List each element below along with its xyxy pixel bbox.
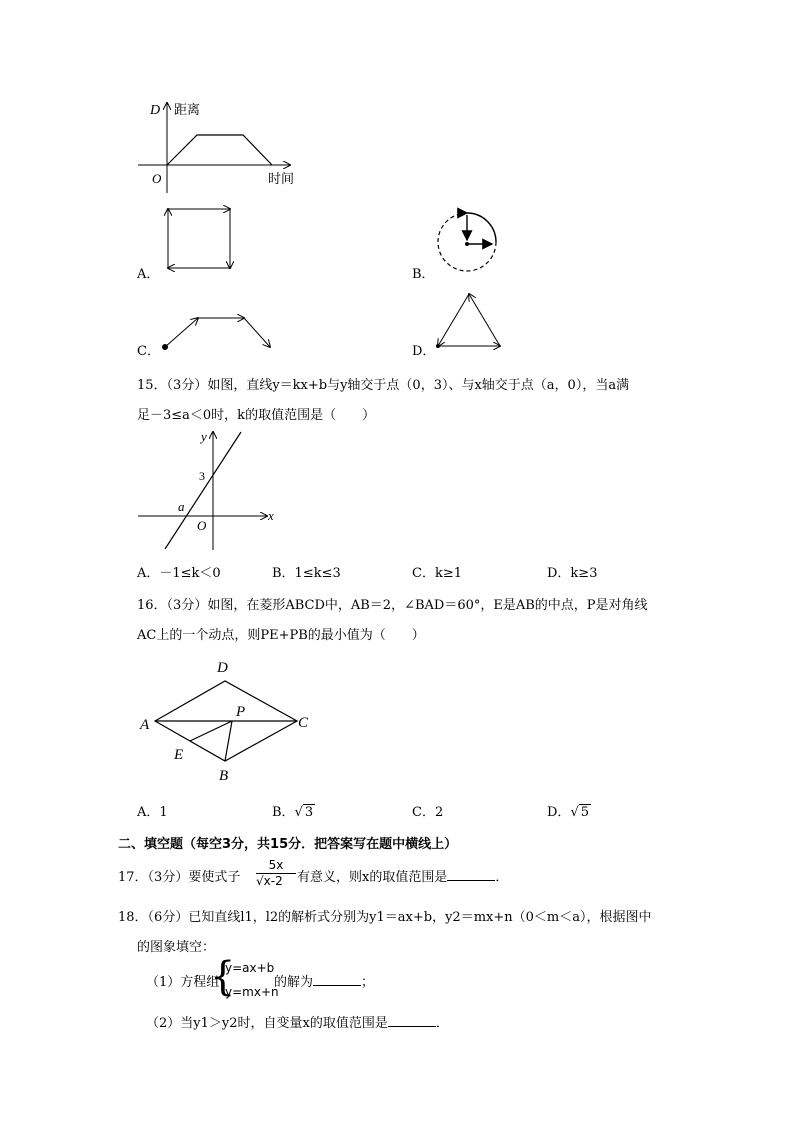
equation-1: y=ax+b — [225, 961, 275, 975]
q14-option-b-label: B． — [412, 267, 435, 282]
q17-suffix: 有意义，则x的取值范围是 ． — [297, 870, 509, 885]
segment-pb — [225, 721, 232, 761]
x-label: x — [268, 508, 274, 523]
system-brace: { — [210, 954, 236, 1000]
q15-option-d: D．k≥3 — [547, 566, 598, 581]
y-label: y — [201, 429, 207, 444]
square-path-figure — [160, 203, 240, 275]
rhombus-figure — [135, 655, 325, 790]
q17-prefix: 17．（3分）要使式子 — [118, 870, 241, 885]
origin-label: O — [152, 171, 162, 186]
distance-time-graph — [130, 95, 310, 195]
q15-option-c: C．k≥1 — [412, 566, 462, 581]
q17-numerator: 5x — [268, 858, 284, 872]
point-e-label: E — [174, 747, 184, 763]
q16-text-line2: AC上的一个动点，则PE+PB的最小值为（ ） — [137, 628, 425, 643]
q17-answer-blank[interactable] — [447, 868, 495, 881]
circle-path-figure — [432, 207, 504, 279]
q15-option-a: A．－1≤k＜0 — [137, 566, 221, 581]
q16-option-a: A．1 — [137, 805, 168, 820]
q18-text-line2: 的图象填空： — [137, 940, 216, 955]
vertex-b-label: B — [219, 768, 229, 784]
q16-option-d: D．√ 5 — [547, 805, 590, 820]
trapezoid-path-figure — [158, 310, 278, 355]
q15-text-line2: 足－3≤a＜0时，k的取值范围是（ ） — [137, 408, 376, 423]
q18-part1-answer-blank[interactable] — [313, 973, 361, 986]
segment-pe — [190, 721, 232, 741]
axis-x-label: 时间 — [268, 171, 295, 186]
intercept-label: 3 — [199, 469, 205, 483]
q14-option-d-label: D． — [412, 344, 436, 359]
q15-text-line1: 15．（3分）如图，直线y＝kx+b与y轴交于点（0，3）、与x轴交于点（a，0），当a满 — [137, 378, 630, 393]
axis-y-letter: D — [150, 103, 161, 118]
equation-2: y=mx+n — [225, 985, 279, 999]
point-p-label: P — [236, 704, 246, 720]
q15-line-graph — [135, 428, 280, 553]
vertex-c-label: C — [298, 715, 309, 731]
q18-part2-answer-blank[interactable] — [388, 1014, 436, 1027]
q18-part1-prefix: （1）方程组 — [146, 975, 220, 990]
q17-fraction: 5x √x-2 — [256, 858, 296, 888]
triangle-path-figure — [433, 290, 505, 352]
q18-part1-suffix: 的解为 ； — [274, 975, 375, 990]
vertex-d-label: D — [217, 660, 228, 676]
axis-y-label: 距离 — [174, 102, 201, 117]
vertex-a-label: A — [140, 717, 150, 733]
q16-option-c: C．2 — [412, 805, 444, 820]
q14-option-a-label: A． — [137, 267, 160, 282]
root-label: a — [178, 499, 185, 514]
distance-curve — [167, 135, 272, 165]
q15-option-b: B．1≤k≤3 — [272, 566, 341, 581]
q17-denominator: x-2 — [263, 874, 283, 888]
q16-option-b: B．√ 3 — [272, 805, 314, 820]
q18-text-line1: 18．（6分）已知直线l1，l2的解析式分别为y1＝ax+b，y2＝mx+n（0＜m＜a），根据图中 — [118, 910, 652, 925]
q14-option-c-label: C． — [137, 344, 160, 359]
origin-label: O — [197, 518, 207, 533]
section-2-heading: 二、填空题（每空3分，共15分．把答案写在题中横线上） — [118, 837, 458, 852]
q16-text-line1: 16．（3分）如图，在菱形ABCD中，AB＝2，∠BAD＝60°，E是AB的中点，P是对角线 — [137, 598, 648, 613]
q18-part2: （2）当y1＞y2时，自变量x的取值范围是 ． — [146, 1016, 449, 1031]
